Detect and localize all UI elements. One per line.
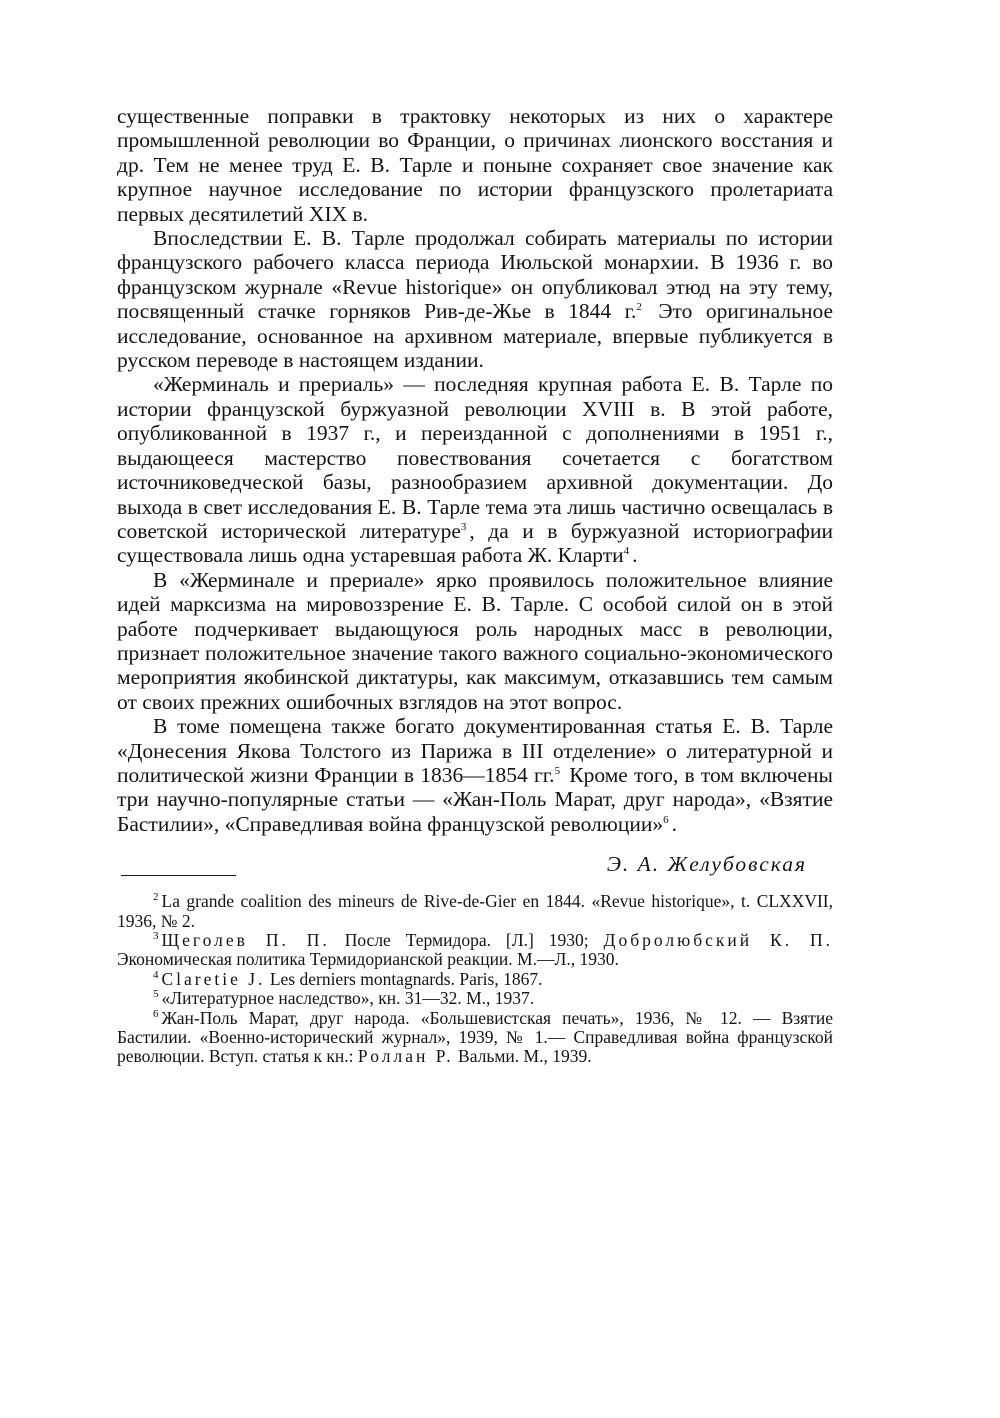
footnote-author: Щеголев П. П. [161, 930, 330, 950]
footnote-2: $^2$ La grande coalition des mineurs de Rive-de-Gier en 1844. «Revue historique», t. CLXXVII, 1936, № 2. [117, 891, 833, 931]
footnote-ref-5[interactable]: 5 [554, 764, 561, 777]
paragraph-5: В томе помещена также богато документированная статья Е. В. Тарле «Донесения Якова Толстого из Парижа в III отделение» о литературной и политической жизни Франции в 1836—1854 гг.$^5$ Кроме того, в том включены три научно-популярные статьи — «Жан-Поль Марат, друг народа», «Взятие Бастилии», «Справедливая война французской революции»$^6$ . [117, 714, 834, 836]
footnote-divider [121, 875, 236, 876]
footnote-ref-4[interactable]: 4 [623, 545, 630, 558]
author-signature: Э. А. Желубовская [606, 852, 807, 877]
footnote-3: $^3$ Щеголев П. П. После Термидора. [Л.] 1930; Добролюбский К. П. Экономическая политика Термидорианской реакции. М.—Л., 1930. [117, 930, 833, 970]
footnote-ref-2[interactable]: 2 [636, 301, 642, 314]
page-body [117, 104, 833, 1067]
footnote-6: $^6$ Жан-Поль Марат, друг народа. «Большевистская печать», 1936, № 12. — Взятие Бастилии. «Военно-исторический журнал», 1939, № 1.— Справедливая война французской революции. Вступ. статья к кн.: Роллан Р. Вальми. М., 1939. [117, 1007, 833, 1067]
footnote-ref-6[interactable]: 6 [663, 813, 669, 826]
footnote-author: Роллан Р. [357, 1046, 454, 1067]
footnotes [117, 892, 833, 1067]
footnote-author: Добролюбский К. П. [603, 930, 833, 950]
footnote-4: $^4$ Claretie J. Les derniers montagnards. Paris, 1867. [153, 968, 543, 989]
paragraph-4: В «Жерминале и прериале» ярко проявилось положительное влияние идей марксизма на мировоззрение Е. В. Тарле. С особой силой он в этой работе подчеркивает выдающуюся роль народных масс в революции, признает положительное значение такого важного социально-экономического мероприятия якобинской диктатуры, как максимум, отказавшись тем самым от своих прежних ошибочных взглядов на этот вопрос. [117, 567, 833, 714]
footnote-ref-3[interactable]: 3 [460, 520, 467, 533]
footnote-5: $^5$ «Литературное наследство», кн. 31—32. М., 1937. [153, 988, 535, 1009]
paragraph-3: «Жерминаль и прериаль» — последняя крупная работа Е. В. Тарле по истории французской буржуазной революции XVIII в. В этой работе, опубликованной в 1937 г., и переизданной с дополнениями в 1951 г., выдающееся мастерство повествования сочетается с богатством источниковедческой базы, разнообразием архивной документации. До выхода в свет исследования Е. В. Тарле тема эта лишь частично освещалась в советской исторической литературе$^3$ , да и в буржуазной историографии существовала лишь одна устаревшая работа Ж. Кларти$^4$ . [117, 372, 833, 568]
footnote-author: Claretie J. [161, 968, 266, 989]
signature-block [117, 852, 833, 876]
paragraph-2: Впоследствии Е. В. Тарле продолжал собирать материалы по истории французского рабочего класса периода Июльской монархии. В 1936 г. во французском журнале «Revue historique» он опубликовал этюд на эту тему, посвященный стачке горняков Рив-де-Жье в 1844 г.$^2$ Это оригинальное исследование, основанное на архивном материале, впервые публикуется в русском переводе в настоящем издании. [117, 226, 834, 373]
paragraph-1: существенные поправки в трактовку некоторых из них о характере промышленной революции во Франции, о причинах лионского восстания и др. Тем не менее труд Е. В. Тарле и поныне сохраняет свое значение как крупное научное исследование по истории французского пролетариата первых десятилетий XIX в. [117, 104, 833, 226]
